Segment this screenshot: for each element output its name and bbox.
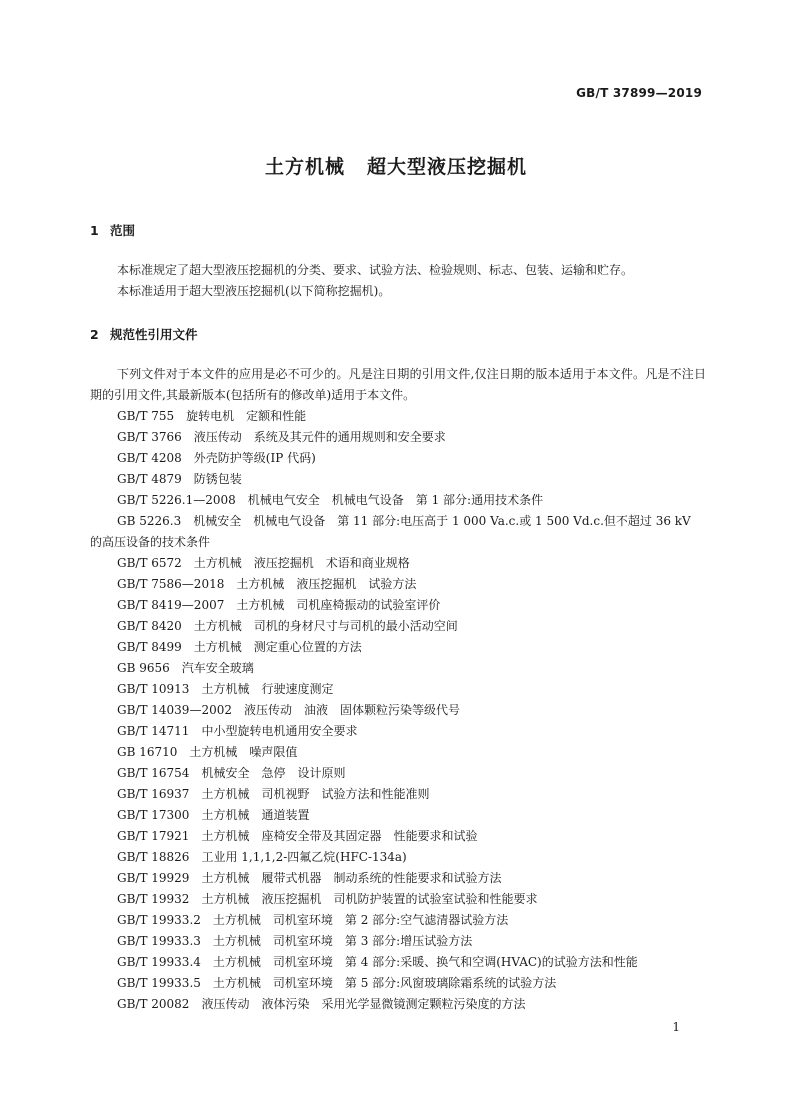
reference-item: GB/T 10913 土方机械 行驶速度测定 <box>117 682 334 696</box>
title-part-1: 土方机械 <box>264 156 345 178</box>
reference-item: GB/T 16754 机械安全 急停 设计原则 <box>117 766 346 780</box>
reference-item: GB/T 14711 中小型旋转电机通用安全要求 <box>117 724 358 738</box>
scope-paragraph-1: 本标准规定了超大型液压挖掘机的分类、要求、试验方法、检验规则、标志、包装、运输和贮存。 <box>117 263 634 277</box>
reference-item: GB/T 8419—2007 土方机械 司机座椅振动的试验室评价 <box>117 598 441 612</box>
reference-item: GB/T 19933.2 土方机械 司机室环境 第 2 部分:空气滤清器试验方法 <box>117 913 509 927</box>
reference-item: GB/T 14039—2002 液压传动 油液 固体颗粒污染等级代号 <box>117 703 460 717</box>
section-1-title: 范围 <box>110 223 136 238</box>
reference-item: GB 5226.3 机械安全 机械电气设备 第 11 部分:电压高于 1 000 Va.c.或 1 500 Vd.c.但不超过 36 kV 的高压设备的技术条件 <box>90 514 691 549</box>
title-part-2: 超大型液压挖掘机 <box>367 156 528 178</box>
reference-item: GB/T 19933.3 土方机械 司机室环境 第 3 部分:增压试验方法 <box>117 934 473 948</box>
reference-item: GB/T 755 旋转电机 定额和性能 <box>117 409 307 423</box>
reference-item: GB/T 17300 土方机械 通道装置 <box>117 808 310 822</box>
reference-item: GB/T 19933.5 土方机械 司机室环境 第 5 部分:风窗玻璃除霜系统的试验方法 <box>117 976 557 990</box>
reference-item: GB/T 20082 液压传动 液体污染 采用光学显微镜测定颗粒污染度的方法 <box>117 997 526 1011</box>
reference-item: GB 9656 汽车安全玻璃 <box>117 661 254 675</box>
reference-item: GB/T 4879 防锈包装 <box>117 472 242 486</box>
section-2-heading <box>90 325 198 343</box>
references-intro: 下列文件对于本文件的应用是必不可少的。凡是注日期的引用文件,仅注日期的版本适用于本文件。凡是不注日期的引用文件,其最新版本(包括所有的修改单)适用于本文件。 <box>90 367 706 402</box>
section-2-number: 2 <box>90 327 99 342</box>
section-1-number: 1 <box>90 223 99 238</box>
reference-list <box>90 406 706 1015</box>
reference-item: GB/T 6572 土方机械 液压挖掘机 术语和商业规格 <box>117 556 410 570</box>
reference-item: GB/T 16937 土方机械 司机视野 试验方法和性能准则 <box>117 787 430 801</box>
section-1-heading <box>90 221 135 239</box>
reference-item: GB/T 8499 土方机械 测定重心位置的方法 <box>117 640 362 654</box>
reference-item: GB/T 19929 土方机械 履带式机器 制动系统的性能要求和试验方法 <box>117 871 502 885</box>
reference-item: GB/T 17921 土方机械 座椅安全带及其固定器 性能要求和试验 <box>117 829 478 843</box>
standard-code: GB/T 37899—2019 <box>576 86 702 100</box>
document-title <box>0 152 792 179</box>
reference-item: GB/T 7586—2018 土方机械 液压挖掘机 试验方法 <box>117 577 417 591</box>
reference-item: GB/T 18826 工业用 1,1,1,2-四氟乙烷(HFC-134a) <box>117 850 407 864</box>
reference-item: GB/T 8420 土方机械 司机的身材尺寸与司机的最小活动空间 <box>117 619 458 633</box>
scope-paragraph-2: 本标准适用于超大型液压挖掘机(以下简称挖掘机)。 <box>117 284 391 298</box>
reference-item: GB/T 4208 外壳防护等级(IP 代码) <box>117 451 316 465</box>
reference-item: GB/T 5226.1—2008 机械电气安全 机械电气设备 第 1 部分:通用技术条件 <box>117 493 544 507</box>
reference-item: GB/T 3766 液压传动 系统及其元件的通用规则和安全要求 <box>117 430 446 444</box>
reference-item: GB 16710 土方机械 噪声限值 <box>117 745 298 759</box>
page-number: 1 <box>672 1020 680 1034</box>
reference-item: GB/T 19932 土方机械 液压挖掘机 司机防护装置的试验室试验和性能要求 <box>117 892 538 906</box>
section-2-title: 规范性引用文件 <box>110 327 198 342</box>
reference-item: GB/T 19933.4 土方机械 司机室环境 第 4 部分:采暖、换气和空调(HVAC)的试验方法和性能 <box>117 955 638 969</box>
